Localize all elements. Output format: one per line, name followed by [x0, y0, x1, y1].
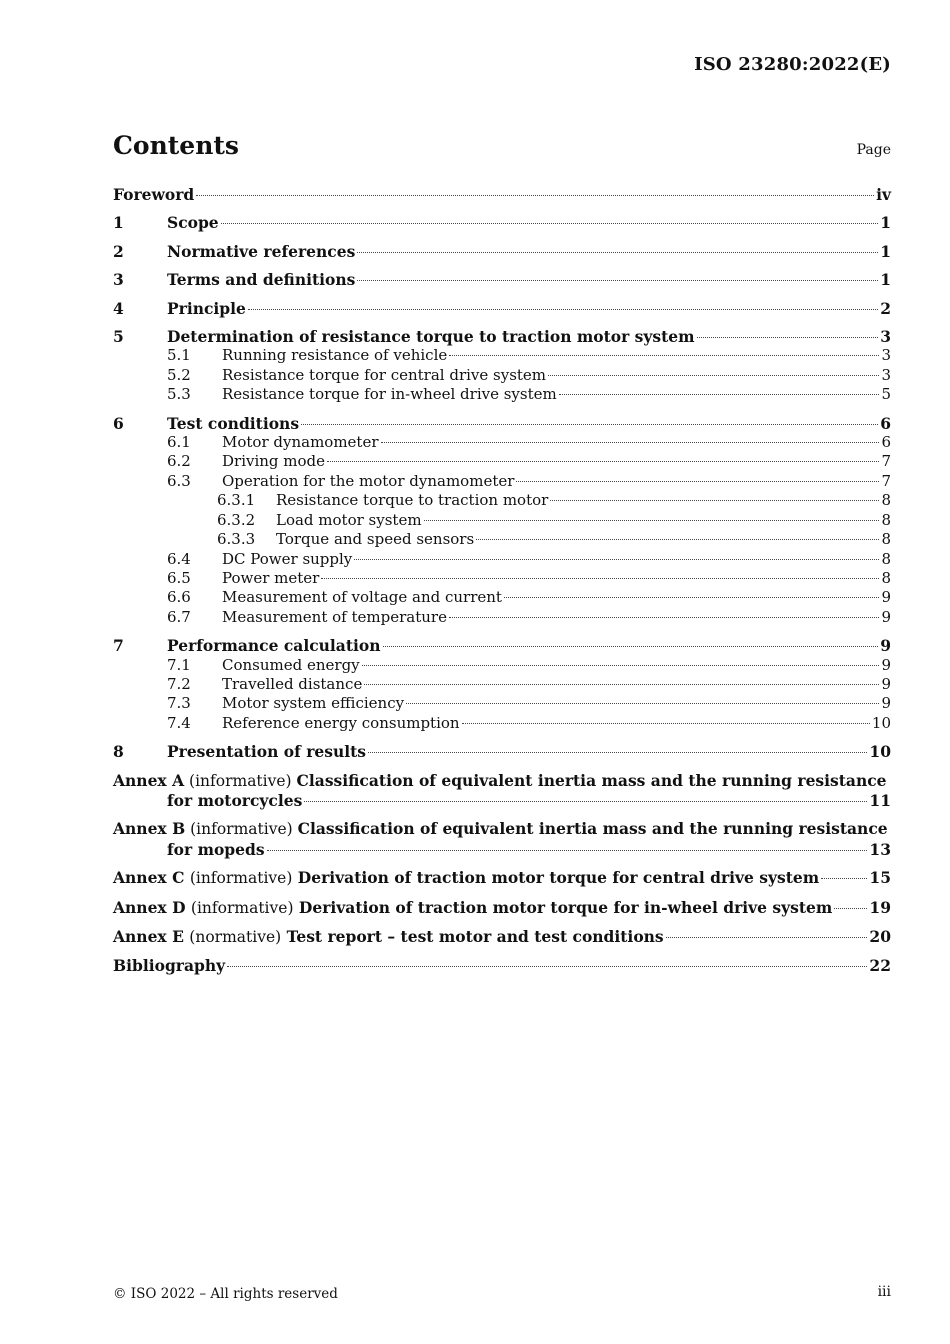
- toc-entry-title: Consumed energy: [222, 655, 360, 674]
- toc-entry-consumed-energy[interactable]: [113, 656, 891, 675]
- dot-leader: [196, 195, 874, 196]
- toc-entry-title: Reference energy consumption: [222, 713, 460, 732]
- dot-leader: [821, 878, 867, 879]
- toc-entry-page: 20: [869, 927, 891, 946]
- annex-title: Classification of equivalent inertia mass and the running resistance: [297, 819, 888, 839]
- toc-entry-title: Test conditions: [167, 413, 300, 433]
- toc-entry-title: Torque and speed sensors: [276, 530, 475, 549]
- dot-leader: [327, 461, 879, 462]
- toc-entry-page: 9: [881, 655, 891, 674]
- toc-entry-power-meter[interactable]: [113, 569, 891, 588]
- toc-entry-page: 22: [869, 956, 891, 976]
- toc-entry-number: 6.6: [167, 588, 191, 607]
- toc-entry-page: 3: [881, 346, 891, 365]
- toc-entry-number: 5.3: [167, 385, 191, 404]
- toc-entry-load-motor-system[interactable]: [113, 511, 891, 530]
- dot-leader: [301, 424, 878, 425]
- table-of-contents: [113, 185, 891, 976]
- toc-entry-number: 7.2: [167, 674, 191, 693]
- toc-entry-number: 7.3: [167, 694, 191, 713]
- toc-entry-page: 6: [881, 433, 891, 452]
- toc-entry-number: 6: [113, 413, 124, 433]
- toc-entry-page: 9: [881, 694, 891, 713]
- dot-leader: [548, 375, 879, 376]
- toc-entry-title: Resistance torque to traction motor: [276, 491, 549, 510]
- dot-leader: [304, 801, 867, 802]
- toc-entry-reference-energy[interactable]: [113, 714, 891, 733]
- annex-type: (informative): [189, 869, 293, 888]
- toc-entry-title: Operation for the motor dynamometer: [222, 471, 515, 490]
- dot-leader: [227, 966, 867, 967]
- toc-entry-motor-dynamometer[interactable]: [113, 433, 891, 452]
- toc-entry-page: 7: [881, 452, 891, 471]
- dot-leader: [697, 337, 879, 338]
- toc-entry-number: 6.3: [167, 471, 191, 490]
- toc-entry-page: 7: [881, 471, 891, 490]
- toc-entry-test-conditions[interactable]: [113, 414, 891, 433]
- toc-entry-title: Power meter: [222, 568, 320, 587]
- toc-entry-voltage-current[interactable]: [113, 588, 891, 607]
- dot-leader: [364, 684, 879, 685]
- toc-entry-title: Resistance torque for central drive system: [222, 365, 547, 384]
- toc-entry-page: 1: [880, 270, 891, 290]
- dot-leader: [462, 723, 870, 724]
- toc-entry-page: 9: [881, 588, 891, 607]
- page-number: iii: [877, 1284, 891, 1300]
- annex-label: Annex D: [113, 897, 186, 917]
- toc-entry-title: Motor dynamometer: [222, 433, 379, 452]
- toc-entry-number: 1: [113, 213, 124, 233]
- toc-entry-performance-calculation[interactable]: [113, 636, 891, 655]
- toc-entry-page: 9: [881, 607, 891, 626]
- toc-entry-page: 3: [881, 365, 891, 384]
- toc-entry-in-wheel-drive[interactable]: [113, 385, 891, 404]
- dot-leader: [248, 309, 878, 310]
- toc-entry-page: 13: [869, 839, 891, 859]
- document-id: ISO 23280:2022(E): [694, 54, 891, 75]
- dot-leader: [516, 481, 879, 482]
- toc-entry-annex-e[interactable]: [113, 927, 891, 947]
- dot-leader: [221, 223, 879, 224]
- toc-entry-number: 6.3.1: [217, 491, 256, 510]
- toc-entry-page: 1: [880, 213, 891, 233]
- annex-title: Derivation of traction motor torque for central drive system: [297, 868, 820, 888]
- annex-type: (informative): [190, 898, 294, 917]
- toc-entry-principle[interactable]: [113, 299, 891, 318]
- dot-leader: [357, 252, 878, 253]
- dot-leader: [383, 646, 879, 647]
- toc-entry-number: 5.2: [167, 365, 191, 384]
- toc-entry-page: 15: [869, 868, 891, 888]
- toc-entry-page: 8: [881, 549, 891, 568]
- toc-entry-page: 6: [880, 413, 891, 433]
- toc-entry-page: iv: [876, 185, 891, 204]
- toc-entry-title: Performance calculation: [167, 636, 381, 656]
- toc-entry-number: 6.7: [167, 607, 191, 626]
- toc-entry-title: Running resistance of vehicle: [222, 346, 448, 365]
- toc-entry-running-resistance[interactable]: [113, 346, 891, 365]
- copyright-notice: © ISO 2022 – All rights reserved: [113, 1286, 338, 1302]
- annex-label: Annex E: [113, 927, 184, 946]
- dot-leader: [368, 752, 867, 753]
- toc-entry-page: 2: [880, 298, 891, 318]
- toc-entry-title: DC Power supply: [222, 549, 353, 568]
- toc-entry-page: 5: [881, 385, 891, 404]
- toc-entry-number: 6.4: [167, 549, 191, 568]
- page-column-label: Page: [856, 142, 891, 158]
- toc-entry-title: Measurement of temperature: [222, 607, 447, 626]
- toc-entry-presentation-results[interactable]: [113, 742, 891, 761]
- toc-entry-title: Motor system efficiency: [222, 694, 405, 713]
- toc-entry-annex-d[interactable]: [113, 898, 891, 918]
- toc-entry-page: 8: [881, 491, 891, 510]
- toc-entry-title: Presentation of results: [167, 742, 366, 762]
- annex-title-continued: for mopeds: [167, 839, 265, 859]
- annex-label: Annex B: [113, 819, 186, 839]
- dot-leader: [267, 850, 868, 851]
- toc-entry-bibliography[interactable]: [113, 956, 891, 975]
- toc-entry-number: 6.5: [167, 568, 191, 587]
- toc-entry-title: Scope: [167, 213, 219, 233]
- dot-leader: [357, 280, 878, 281]
- toc-entry-title: Normative references: [167, 241, 356, 261]
- dot-leader: [381, 442, 880, 443]
- toc-entry-page: 8: [881, 510, 891, 529]
- toc-entry-central-drive[interactable]: [113, 366, 891, 385]
- toc-entry-torque-speed-sensors[interactable]: [113, 530, 891, 549]
- toc-entry-number: 6.2: [167, 452, 191, 471]
- dot-leader: [449, 617, 880, 618]
- annex-title: Test report – test motor and test conditions: [286, 927, 664, 946]
- toc-entry-title: Measurement of voltage and current: [222, 588, 502, 607]
- toc-entry-operation-dynamometer[interactable]: [113, 472, 891, 491]
- toc-entry-page: 8: [881, 568, 891, 587]
- dot-leader: [559, 394, 880, 395]
- toc-entry-annex-b[interactable]: [113, 819, 891, 859]
- annex-title: Derivation of traction motor torque for in-wheel drive system: [298, 897, 833, 917]
- dot-leader: [354, 559, 879, 560]
- toc-entry-page: 11: [869, 790, 891, 810]
- toc-entry-number: 7: [113, 636, 124, 656]
- toc-entry-title: Bibliography: [113, 956, 226, 976]
- dot-leader: [321, 578, 879, 579]
- toc-entry-travelled-distance[interactable]: [113, 675, 891, 694]
- dot-leader: [834, 908, 867, 909]
- toc-entry-number: 8: [113, 742, 124, 762]
- toc-entry-page: 9: [880, 636, 891, 656]
- dot-leader: [476, 539, 879, 540]
- toc-entry-number: 7.1: [167, 655, 191, 674]
- toc-entry-annex-a[interactable]: [113, 771, 891, 811]
- toc-entry-title: Determination of resistance torque to traction motor system: [167, 327, 695, 347]
- toc-entry-annex-c[interactable]: [113, 868, 891, 888]
- toc-entry-number: 6.1: [167, 433, 191, 452]
- annex-type: (normative): [189, 928, 282, 946]
- page-title: Contents: [113, 131, 240, 160]
- toc-entry-page: 10: [871, 713, 891, 732]
- dot-leader: [666, 937, 868, 938]
- toc-entry-number: 5.1: [167, 346, 191, 365]
- toc-entry-normative-references[interactable]: [113, 242, 891, 261]
- annex-title-continued: for motorcycles: [167, 790, 303, 810]
- toc-entry-number: 7.4: [167, 713, 191, 732]
- toc-entry-scope[interactable]: [113, 213, 891, 232]
- annex-title: Classification of equivalent inertia mass and the running resistance: [296, 770, 887, 790]
- annex-label: Annex A: [113, 770, 185, 790]
- toc-entry-foreword[interactable]: [113, 185, 891, 204]
- toc-entry-page: 8: [881, 530, 891, 549]
- annex-type: (informative): [189, 771, 292, 790]
- dot-leader: [406, 703, 879, 704]
- dot-leader: [504, 597, 879, 598]
- toc-entry-number: 6.3.3: [217, 530, 256, 549]
- toc-entry-number: 6.3.2: [217, 510, 256, 529]
- toc-entry-resistance-torque-motor[interactable]: [113, 491, 891, 510]
- dot-leader: [449, 355, 879, 356]
- toc-entry-title: Terms and definitions: [167, 270, 356, 290]
- toc-entry-number: 2: [113, 241, 124, 261]
- toc-entry-title: Resistance torque for in-wheel drive system: [222, 385, 557, 404]
- toc-entry-number: 5: [113, 327, 124, 347]
- toc-entry-resistance-torque[interactable]: [113, 327, 891, 346]
- toc-entry-driving-mode[interactable]: [113, 452, 891, 471]
- toc-entry-terms-and-definitions[interactable]: [113, 270, 891, 289]
- toc-entry-title: Load motor system: [276, 510, 422, 529]
- toc-entry-page: 3: [880, 327, 891, 347]
- toc-entry-page: 19: [869, 897, 891, 917]
- toc-entry-title: Driving mode: [222, 452, 326, 471]
- toc-entry-page: 1: [880, 241, 891, 261]
- toc-entry-number: 4: [113, 298, 124, 318]
- toc-entry-motor-efficiency[interactable]: [113, 694, 891, 713]
- dot-leader: [550, 500, 879, 501]
- toc-entry-dc-power-supply[interactable]: [113, 550, 891, 569]
- toc-entry-title: Travelled distance: [222, 674, 363, 693]
- toc-entry-title: Foreword: [113, 185, 195, 204]
- dot-leader: [362, 665, 880, 666]
- annex-label: Annex C: [113, 868, 185, 888]
- toc-entry-title: Principle: [167, 298, 246, 318]
- toc-entry-number: 3: [113, 270, 124, 290]
- toc-entry-page: 10: [869, 742, 891, 762]
- toc-entry-page: 9: [881, 674, 891, 693]
- toc-entry-temperature[interactable]: [113, 608, 891, 627]
- dot-leader: [424, 520, 880, 521]
- annex-type: (informative): [190, 820, 293, 839]
